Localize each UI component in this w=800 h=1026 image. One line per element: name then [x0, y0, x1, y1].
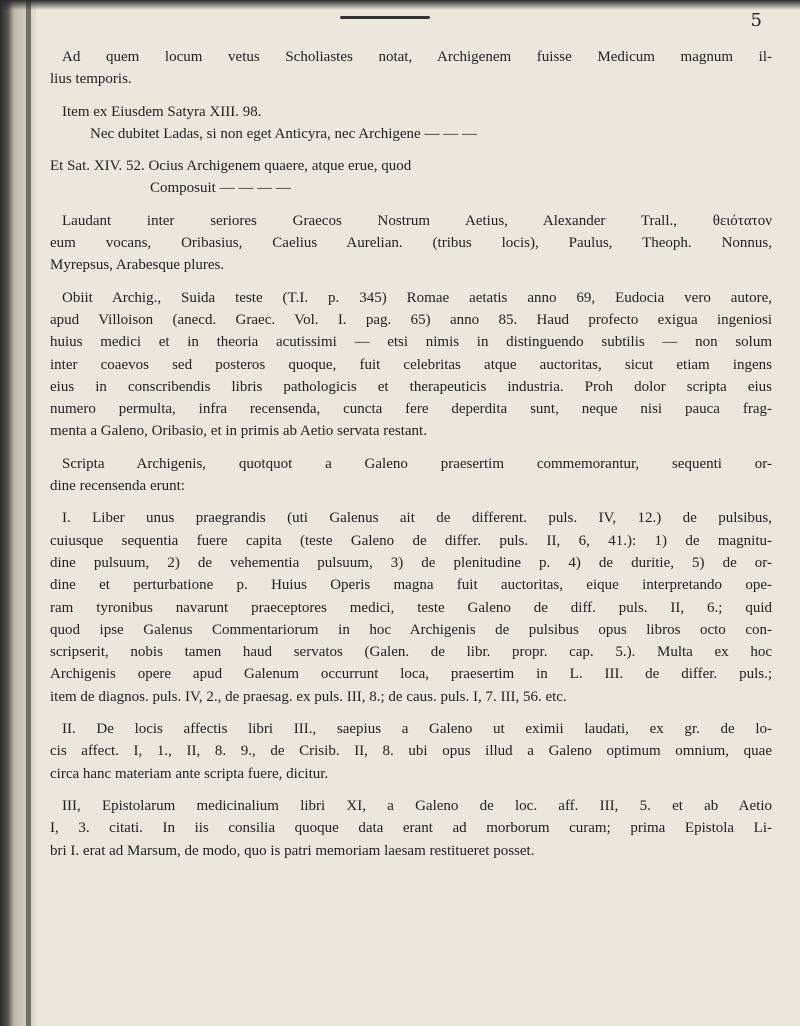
text-line: numero permulta, infra recensenda, cuncta fere deperdita sunt, neque nisi pauca frag-	[50, 401, 772, 418]
text-line: scripserit, nobis tamen haud servatos (Galen. de libr. propr. cap. 5.). Multa ex hoc	[50, 644, 772, 661]
text-line: apud Villoison (anecd. Graec. Vol. I. pag. 65) anno 85. Haud profecto exigua ingeniosi	[50, 311, 772, 328]
text-line: cis affect. I, 1., II, 8. 9., de Crisib. II, 8. ubi opus illud a Galeno optimum omnium, quae	[50, 743, 772, 760]
text-line: Et Sat. XIV. 52. Ocius Archigenem quaere, atque erue, quod	[50, 158, 412, 175]
text-line: dine recensenda erunt:	[50, 478, 185, 495]
text-line: Item ex Eiusdem Satyra XIII. 98.	[62, 103, 262, 120]
text-line: ram tyronibus navarunt praeceptores medici, teste Galeno de diff. puls. II, 6.; quid	[50, 599, 772, 616]
text-line: Obiit Archig., Suida teste (T.I. p. 345) Romae aetatis anno 69, Eudocia vero autore,	[62, 289, 772, 306]
binding-shadow	[26, 0, 31, 1026]
paragraph	[50, 795, 772, 862]
body-text	[50, 46, 772, 862]
text-line: Composuit — — — —	[150, 180, 291, 197]
text-line: I, 3. citati. In iis consilia quoque data erant ad morborum curam; prima Epistola Li-	[50, 820, 772, 837]
text-line: huius medici et in theoria acutissimi — etsi nimis in distinguendo subtilis — non solum	[50, 334, 772, 351]
paragraph	[50, 453, 772, 498]
text-line: circa hanc materiam ante scripta fuere, dicitur.	[50, 765, 329, 782]
text-line: quod ipse Galenus Commentariorum in hoc Archigenis de pulsibus opus libros octo con-	[50, 621, 772, 638]
paragraph	[50, 101, 772, 146]
paragraph	[50, 46, 772, 91]
text-line: Scripta Archigenis, quotquot a Galeno praesertim commemorantur, sequenti or-	[62, 455, 772, 472]
text-line: eius in conscribendis libris pathologicis et therapeuticis industria. Proh dolor scripta eius	[50, 378, 772, 395]
text-line: inter coaevos sed posteros quoque, fuit celebritas atque auctoritas, sicut etiam ingens	[50, 356, 772, 373]
paragraph	[50, 287, 772, 443]
text-line: lius temporis.	[50, 71, 132, 88]
text-line: III, Epistolarum medicinalium libri XI, a Galeno de loc. aff. III, 5. et ab Aetio	[62, 797, 772, 814]
paragraph	[50, 210, 772, 277]
text-line: Myrepsus, Arabesque plures.	[50, 257, 225, 274]
text-line: dine et perturbatione p. Huius Operis magna fuit auctoritas, eique interpretando ope-	[50, 577, 772, 594]
text-line: Archigenis opere apud Galenum occurrunt loca, praesertim in L. III. de differ. puls.;	[50, 666, 772, 683]
paragraph	[50, 507, 772, 708]
text-line: bri I. erat ad Marsum, de modo, quo is patri memoriam laesam restitueret posset.	[50, 842, 535, 859]
text-line: dine pulsuum, 2) de vehementia pulsuum, 3) de plenitudine p. 4) de duritie, 5) de or-	[50, 554, 772, 571]
text-line: II. De locis affectis libri III., saepius a Galeno ut eximii laudati, ex gr. de lo-	[62, 721, 772, 738]
header-rule	[340, 16, 430, 19]
paragraph	[50, 155, 772, 200]
top-edge-shadow	[0, 0, 800, 10]
text-line: item de diagnos. puls. IV, 2., de praesag. ex puls. III, 8.; de caus. puls. I, 7. III, 56. etc.	[50, 688, 567, 705]
text-line: eum vocans, Oribasius, Caelius Aurelian. (tribus locis), Paulus, Theoph. Nonnus,	[50, 235, 772, 252]
text-line: cuiusque sequentia fuere capita (teste Galeno de differ. puls. II, 6, 41.): 1) de magnitu-	[50, 532, 772, 549]
text-line: Ad quem locum vetus Scholiastes notat, Archigenem fuisse Medicum magnum il-	[62, 49, 772, 65]
text-line: menta a Galeno, Oribasio, et in primis ab Aetio servata restant.	[50, 423, 427, 440]
text-line: I. Liber unus praegrandis (uti Galenus ait de different. puls. IV, 12.) de pulsibus,	[62, 510, 772, 527]
paragraph	[50, 718, 772, 785]
text-line: Laudant inter seriores Graecos Nostrum Aetius, Alexander Trall., θειότατον	[62, 212, 772, 229]
page-number: 5	[750, 10, 762, 31]
text-line: Nec dubitet Ladas, si non eget Anticyra, nec Archigene — — —	[90, 125, 477, 142]
